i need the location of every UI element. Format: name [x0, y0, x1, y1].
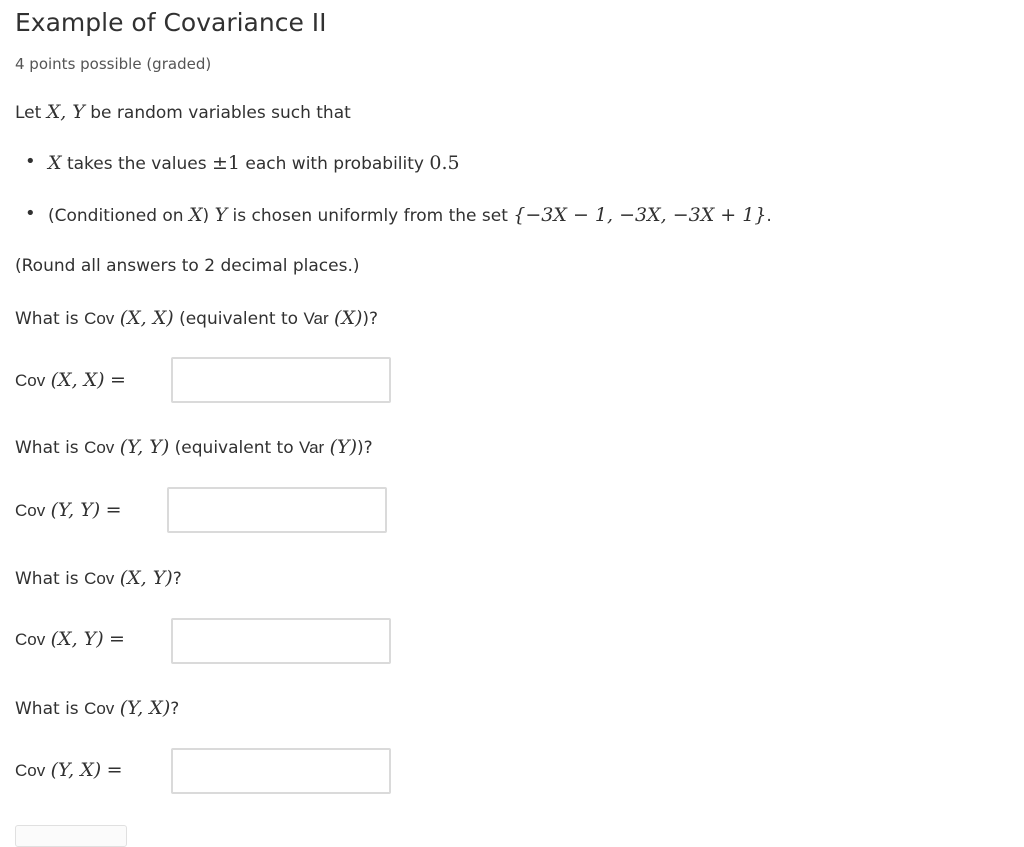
intro-vars: X, Y: [46, 101, 85, 123]
problem-title: Example of Covariance II: [15, 8, 327, 37]
bullet2-var-y: Y: [214, 204, 228, 226]
bullet2-text4: .: [766, 206, 772, 226]
label1-args: (X, X): [50, 369, 105, 391]
bullet-item-1: [48, 152, 460, 174]
intro-prefix: Let: [15, 103, 42, 123]
intro-line: [15, 101, 351, 123]
bullet-dot-2: •: [25, 203, 36, 224]
bullet-dot-1: •: [25, 151, 36, 172]
label4-args: (Y, X): [50, 759, 102, 781]
question-3: [15, 567, 182, 589]
q3-func: Cov: [84, 569, 115, 588]
label3-func: Cov: [15, 630, 46, 649]
q2-mid: (equivalent to: [174, 438, 294, 458]
answer-input-4[interactable]: [171, 748, 391, 794]
bullet1-text1: takes the values: [66, 154, 207, 174]
intro-suffix: be random variables such that: [90, 103, 351, 123]
q1-prefix: What is: [15, 309, 79, 329]
q1-func2: Var: [303, 309, 329, 328]
q1-end: )?: [362, 309, 379, 329]
answer-input-3[interactable]: [171, 618, 391, 664]
bullet1-text2: each with probability: [245, 154, 424, 174]
q4-func: Cov: [84, 699, 115, 718]
answer-label-2: [15, 499, 122, 521]
rounding-note: (Round all answers to 2 decimal places.): [15, 256, 360, 276]
answer-input-2[interactable]: [167, 487, 387, 533]
submit-button[interactable]: [15, 825, 127, 847]
q1-args: (X, X): [119, 307, 174, 329]
q4-prefix: What is: [15, 699, 79, 719]
bullet2-text3: is chosen uniformly from the set: [232, 206, 508, 226]
q1-func: Cov: [84, 309, 115, 328]
q1-args2: (X): [334, 307, 363, 329]
label2-func: Cov: [15, 501, 46, 520]
bullet2-text1: (Conditioned on: [48, 206, 184, 226]
label3-args: (X, Y): [50, 628, 104, 650]
label2-args: (Y, Y): [50, 499, 101, 521]
label3-eq: =: [109, 628, 125, 650]
q1-mid: (equivalent to: [179, 309, 299, 329]
q4-args: (Y, X): [119, 697, 171, 719]
question-1: [15, 307, 378, 329]
label1-func: Cov: [15, 371, 46, 390]
bullet2-var-x: X: [189, 204, 203, 226]
q2-prefix: What is: [15, 438, 79, 458]
bullet-item-2: [48, 204, 772, 226]
question-4: [15, 697, 179, 719]
bullet1-values: ±1: [211, 152, 240, 174]
answer-label-4: [15, 759, 123, 781]
q3-args: (X, Y): [119, 567, 173, 589]
points-possible: 4 points possible (graded): [15, 55, 212, 73]
q2-args2: (Y): [329, 436, 357, 458]
q2-end: )?: [357, 438, 373, 458]
q2-func: Cov: [84, 438, 115, 457]
answer-label-3: [15, 628, 125, 650]
answer-input-1[interactable]: [171, 357, 391, 403]
label4-eq: =: [106, 759, 123, 781]
bullet1-prob: 0.5: [429, 152, 460, 174]
answer-label-1: [15, 369, 126, 391]
q3-end: ?: [172, 569, 182, 589]
q2-args: (Y, Y): [119, 436, 170, 458]
bullet2-set: {−3X − 1, −3X, −3X + 1}: [513, 204, 767, 226]
bullet1-var-x: X: [48, 152, 62, 174]
label1-eq: =: [110, 369, 126, 391]
label2-eq: =: [105, 499, 122, 521]
q4-end: ?: [170, 699, 180, 719]
q3-prefix: What is: [15, 569, 79, 589]
question-2: [15, 436, 373, 458]
label4-func: Cov: [15, 761, 46, 780]
q2-func2: Var: [299, 438, 325, 457]
bullet2-text2: ): [202, 206, 210, 226]
